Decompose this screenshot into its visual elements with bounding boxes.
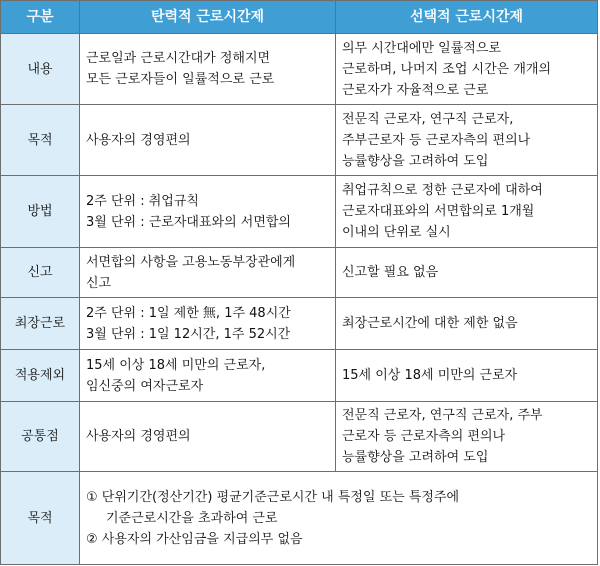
row-label: 방법 xyxy=(1,176,80,248)
flexible-cell xyxy=(80,34,336,105)
cell-line: 서면합의 사항을 고용노동부장관에게 xyxy=(86,254,296,270)
cell-line: 기준근로시간을 초과하여 근로 xyxy=(106,510,278,526)
cell-line: 주부근로자 등 근로자측의 편의나 xyxy=(342,132,531,148)
selective-cell xyxy=(336,298,598,350)
row-label: 적용제외 xyxy=(1,350,80,402)
cell-line: ① 단위기간(정산기간) 평균기준근로시간 내 특정일 또는 특정주에 xyxy=(86,489,460,505)
cell-line: 근로자가 자율적으로 근로 xyxy=(342,82,489,98)
cell-line: 근로자대표와의 서면합의로 1개월 xyxy=(342,204,535,219)
cell-line: 근로하며, 나머지 조업 시간은 개개의 xyxy=(342,61,552,77)
selective-cell xyxy=(336,34,598,105)
row-label: 최장근로 xyxy=(1,298,80,350)
cell-line: 사용자의 경영편의 xyxy=(86,132,191,148)
flexible-cell xyxy=(80,350,336,402)
cell-line: 3월 단위 : 근로자대표와의 서면합의 xyxy=(86,214,291,230)
row-exclusion xyxy=(1,350,598,402)
flexible-cell xyxy=(80,248,336,298)
row-purpose-common xyxy=(1,472,598,565)
cell-line: 능률향상을 고려하여 도입 xyxy=(342,153,489,169)
row-max-hours xyxy=(1,298,598,350)
cell-line: 취업규칙으로 정한 근로자에 대하여 xyxy=(342,183,543,198)
cell-line: 전문직 근로자, 연구직 근로자, xyxy=(342,111,514,127)
cell-line: 임신중의 여자근로자 xyxy=(86,378,204,394)
row-label: 목적 xyxy=(1,105,80,176)
flexible-cell xyxy=(80,298,336,350)
row-purpose xyxy=(1,105,598,176)
cell-line: 신고 xyxy=(86,275,112,291)
cell-line: 2주 단위 : 취업규칙 xyxy=(86,193,199,209)
cell-line: 근로자 등 근로자측의 편의나 xyxy=(342,429,506,444)
header-row xyxy=(1,1,598,34)
cell-line: 모든 근로자들이 일률적으로 근로 xyxy=(86,72,275,87)
header-flexible: 탄력적 근로시간제 xyxy=(80,1,336,34)
cell-line: 의무 시간대에만 일률적으로 xyxy=(342,40,501,56)
cell-line: 15세 이상 18세 미만의 근로자 xyxy=(342,368,518,383)
cell-line: 2주 단위 : 1일 제한 無, 1주 48시간 xyxy=(86,305,291,321)
selective-cell xyxy=(336,350,598,402)
flexible-cell xyxy=(80,402,336,472)
flexible-cell xyxy=(80,105,336,176)
row-content xyxy=(1,34,598,105)
row-report xyxy=(1,248,598,298)
selective-cell xyxy=(336,105,598,176)
row-method xyxy=(1,176,598,248)
cell-line: 사용자의 경영편의 xyxy=(86,429,191,444)
row-label: 신고 xyxy=(1,248,80,298)
row-common xyxy=(1,402,598,472)
cell-line: 15세 이상 18세 미만의 근로자, xyxy=(86,357,266,373)
cell-line: 최장근로시간에 대한 제한 없음 xyxy=(342,316,518,331)
header-selective: 선택적 근로시간제 xyxy=(336,1,598,34)
row-label: 내용 xyxy=(1,34,80,105)
cell-line: 능률향상을 고려하여 도입 xyxy=(342,450,489,465)
header-category: 구분 xyxy=(1,1,80,34)
cell-line: 이내의 단위로 실시 xyxy=(342,225,451,240)
row-label: 공통점 xyxy=(1,402,80,472)
cell-line: 신고할 필요 없음 xyxy=(342,265,439,280)
cell-line: ② 사용자의 가산임금을 지급의무 없음 xyxy=(86,531,303,547)
cell-line: 전문직 근로자, 연구직 근로자, 주부 xyxy=(342,408,543,423)
merged-cell xyxy=(80,472,598,565)
selective-cell xyxy=(336,176,598,248)
selective-cell xyxy=(336,248,598,298)
row-label: 목적 xyxy=(1,472,80,565)
flexible-cell xyxy=(80,176,336,248)
cell-line: 근로일과 근로시간대가 정해지면 xyxy=(86,51,271,66)
cell-line: 3월 단위 : 1일 12시간, 1주 52시간 xyxy=(86,326,291,342)
selective-cell xyxy=(336,402,598,472)
